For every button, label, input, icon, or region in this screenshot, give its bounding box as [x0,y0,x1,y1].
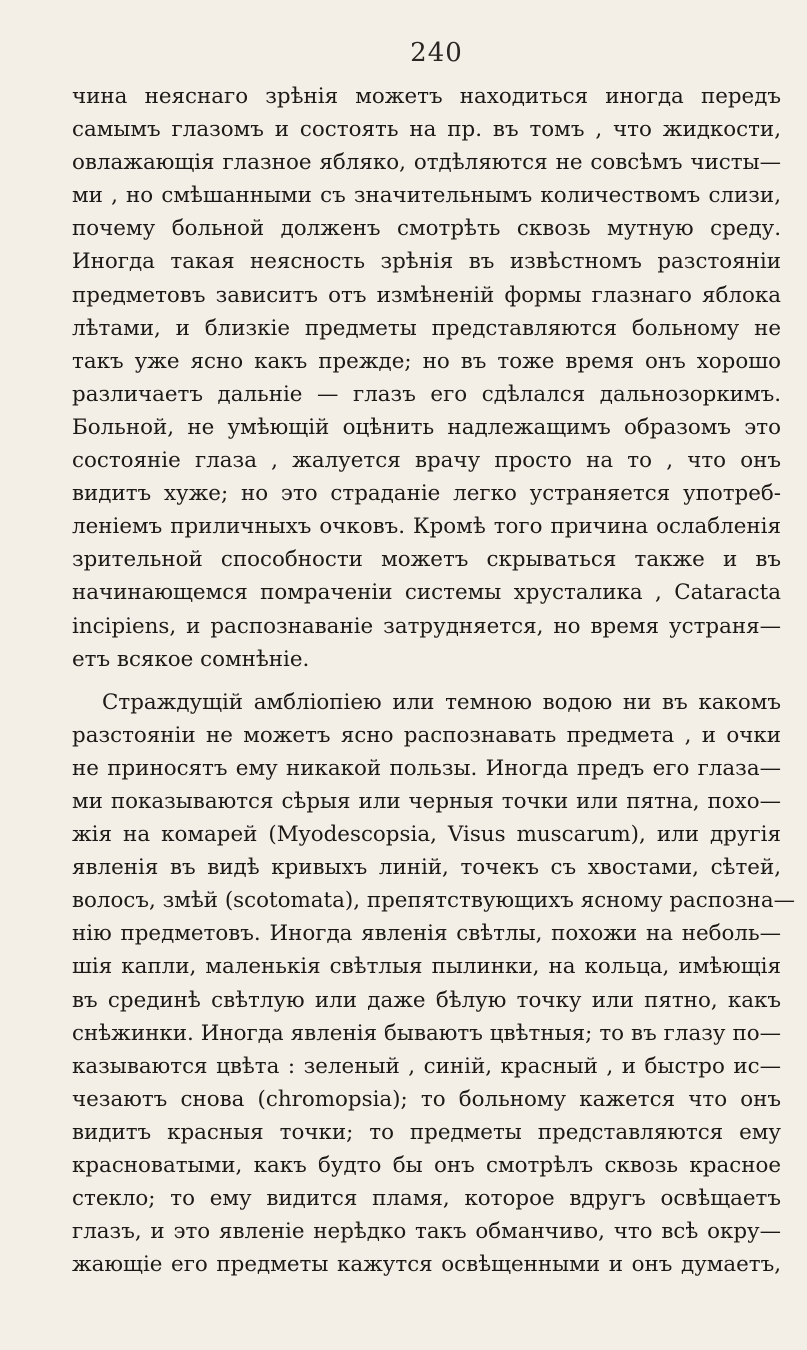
text-line: жающіе его предметы кажутся освѣщенными и онъ думаетъ, [72,1252,781,1278]
text-line: Страждущій амбліопіею или темною водою ни въ какомъ [102,689,781,715]
text-line: почему больной долженъ смотрѣть сквозь мутную среду. [72,216,781,242]
page-number: 240 [410,38,463,68]
body-text [72,80,795,1281]
text-line: явленія въ видѣ кривыхъ линій, точекъ съ хвостами, сѣтей, [72,855,781,881]
text-line: овлажающія глазное ябляко, отдѣляются не совсѣмъ чисты— [72,150,781,176]
text-line: Больной, не умѣющій оцѣнить надлежащимъ образомъ это [72,414,781,440]
text-line: етъ всякое сомнѣніе. [72,646,310,672]
text-line: ми , но смѣшанными съ значительнымъ количествомъ слизи, [72,183,781,209]
text-line: ми показываются сѣрыя или черныя точки или пятна, похо— [72,788,781,814]
text-line: стекло; то ему видится пламя, которое вдругъ освѣщаетъ [72,1186,781,1212]
text-line: incipiens, и распознаваніе затрудняется, но время устраня— [72,613,781,639]
text-line: шія капли, маленькія свѣтлыя пылинки, на кольца, имѣющія [72,954,781,980]
text-line: состояніе глаза , жалуется врачу просто на то , что онъ [72,448,781,474]
text-line: Иногда такая неясность зрѣнія въ извѣстномъ разстояніи [72,249,781,275]
text-line: начинающемся помраченіи системы хрусталика , Cataracta [72,580,781,606]
text-line: въ срединѣ свѣтлую или даже бѣлую точку или пятно, какъ [72,987,781,1013]
text-line: лѣтами, и близкіе предметы представляются больному не [72,315,781,341]
text-line: жія на комарей (Myodescopsia, Visus muscarum), или другія [72,822,781,848]
text-line: снѣжинки. Иногда явленія бываютъ цвѣтныя; то въ глазу по— [72,1020,781,1046]
text-line: чина неяснаго зрѣнія можетъ находиться иногда передъ [72,84,781,109]
text-line: красноватыми, какъ будто бы онъ смотрѣлъ сквозь красное [72,1153,781,1178]
text-line: казываются цвѣта : зеленый , синій, красный , и быстро ис— [72,1053,781,1079]
text-line: видитъ красныя точки; то предметы представляются ему [72,1119,781,1145]
text-line: зрительной способности можетъ скрываться также и въ [72,547,781,573]
text-line: разстояніи не можетъ ясно распознавать предмета , и очки [72,722,781,748]
text-line: волосъ, змѣй (scotomata), препятствующихъ ясному распозна— [72,888,795,914]
text-line: чезаютъ снова (chromopsia); то больному кажется что онъ [72,1086,781,1112]
text-line: такъ уже ясно какъ прежде; но въ тоже время онъ хорошо [72,348,781,374]
text-line: видитъ хуже; но это страданіе легко устраняется употреб- [72,481,781,507]
text-line: леніемъ приличныхъ очковъ. Кромѣ того причина ослабленія [72,514,781,540]
text-line: предметовъ зависитъ отъ измѣненій формы глазнаго яблока [72,282,781,308]
paragraph-2 [72,686,795,1282]
text-line: не приносятъ ему никакой пользы. Иногда предъ его глаза— [72,755,781,781]
text-line: глазъ, и это явленіе нерѣдко такъ обманчиво, что всѣ окру— [72,1219,781,1245]
paragraph-gap [72,676,781,686]
text-line: различаетъ дальніе — глазъ его сдѣлался дальнозоркимъ. [72,381,781,407]
text-line: самымъ глазомъ и состоять на пр. въ томъ , что жидкости, [72,117,781,143]
paragraph-1 [72,80,781,676]
text-line: нію предметовъ. Иногда явленія свѣтлы, похожи на неболь— [72,921,781,947]
